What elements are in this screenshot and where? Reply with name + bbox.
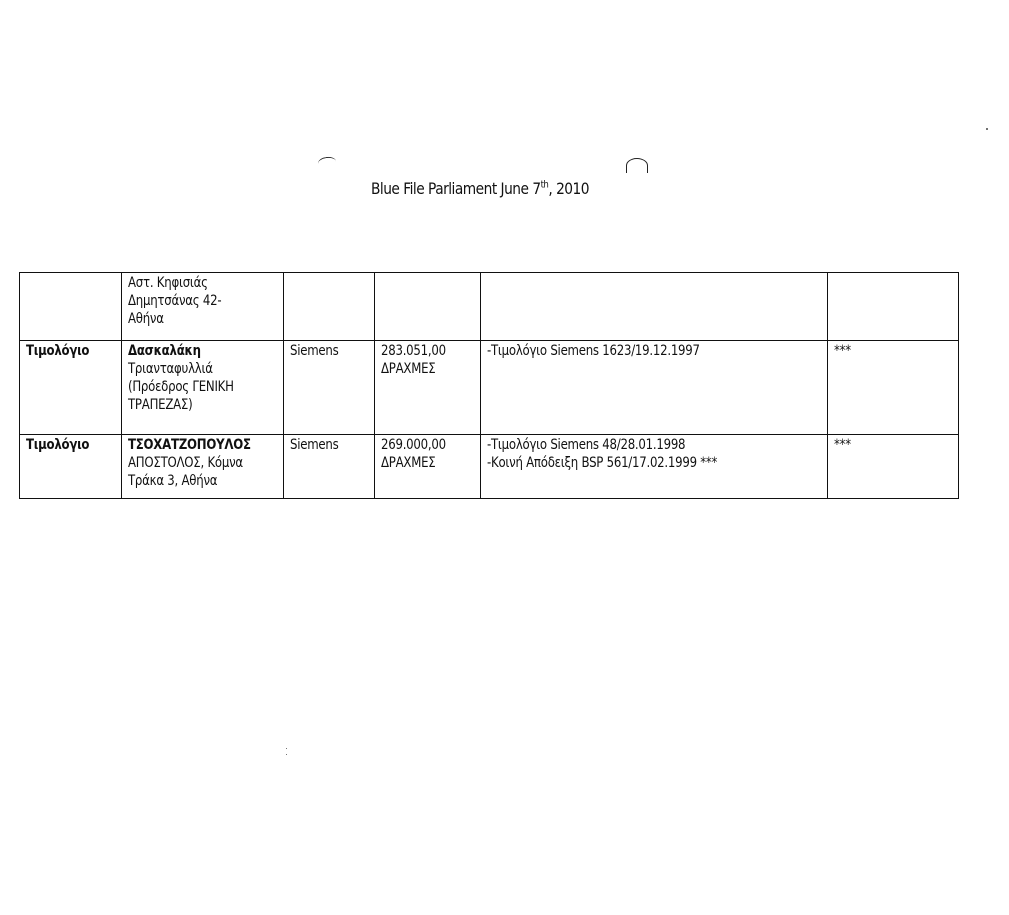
company-name: Siemens bbox=[290, 437, 339, 453]
stray-mark-right bbox=[626, 158, 648, 173]
cell-amount bbox=[375, 273, 481, 341]
name-line: (Πρόεδρος ΓΕΝΙΚΗ bbox=[128, 379, 234, 395]
cell-mark bbox=[828, 273, 959, 341]
document-line: -Τιμολόγιο Siemens 48/28.01.1998 bbox=[487, 437, 686, 453]
name-line: ΑΠΟΣΤΟΛΟΣ, Κόμνα bbox=[128, 455, 243, 471]
cell-documents bbox=[481, 341, 828, 435]
name-bold: ΤΣΟΧΑΤΖΟΠΟΥΛΟΣ bbox=[128, 437, 251, 453]
stray-mark-left bbox=[317, 156, 336, 169]
scan-speck bbox=[286, 754, 287, 755]
name-line: ΤΡΑΠΕΖΑΣ) bbox=[128, 397, 193, 413]
scan-speck bbox=[286, 748, 287, 749]
cell-type bbox=[20, 435, 122, 499]
cell-company bbox=[284, 341, 375, 435]
records-table bbox=[19, 272, 959, 499]
cell-amount bbox=[375, 435, 481, 499]
cell-documents bbox=[481, 273, 828, 341]
table-row bbox=[20, 341, 959, 435]
table-row bbox=[20, 273, 959, 341]
amount-value: 269.000,00 bbox=[381, 437, 446, 453]
cell-name bbox=[122, 273, 284, 341]
cell-amount bbox=[375, 341, 481, 435]
cell-type bbox=[20, 341, 122, 435]
cell-mark bbox=[828, 435, 959, 499]
cell-type bbox=[20, 273, 122, 341]
record-type: Τιμολόγιο bbox=[26, 343, 90, 359]
header-title-tail: , 2010 bbox=[548, 179, 590, 198]
cell-company bbox=[284, 435, 375, 499]
mark-stars: *** bbox=[834, 343, 851, 359]
record-type: Τιμολόγιο bbox=[26, 437, 90, 453]
amount-currency: ΔΡΑΧΜΕΣ bbox=[381, 361, 436, 377]
name-line: Τριανταφυλλιά bbox=[128, 361, 213, 377]
cell-name bbox=[122, 435, 284, 499]
mark-stars: *** bbox=[834, 437, 851, 453]
scan-speck bbox=[986, 128, 988, 130]
name-bold: Δασκαλάκη bbox=[128, 343, 201, 359]
company-name: Siemens bbox=[290, 343, 339, 359]
name-line: Τράκα 3, Αθήνα bbox=[128, 473, 218, 489]
amount-currency: ΔΡΑΧΜΕΣ bbox=[381, 455, 436, 471]
cell-company bbox=[284, 273, 375, 341]
name-line: Δημητσάνας 42- bbox=[128, 293, 222, 309]
cell-mark bbox=[828, 341, 959, 435]
header-title-main: Blue File Parliament June 7 bbox=[370, 179, 541, 198]
page-header-title bbox=[67, 179, 893, 198]
amount-value: 283.051,00 bbox=[381, 343, 446, 359]
cell-name bbox=[122, 341, 284, 435]
document-line: -Τιμολόγιο Siemens 1623/19.12.1997 bbox=[487, 343, 700, 359]
name-line: Αθήνα bbox=[128, 311, 164, 327]
name-line: Αστ. Κηφισιάς bbox=[128, 275, 208, 291]
header-title-sup: th bbox=[540, 179, 549, 191]
cell-documents bbox=[481, 435, 828, 499]
document-line: -Κοινή Απόδειξη BSP 561/17.02.1999 *** bbox=[487, 455, 718, 471]
table-row bbox=[20, 435, 959, 499]
